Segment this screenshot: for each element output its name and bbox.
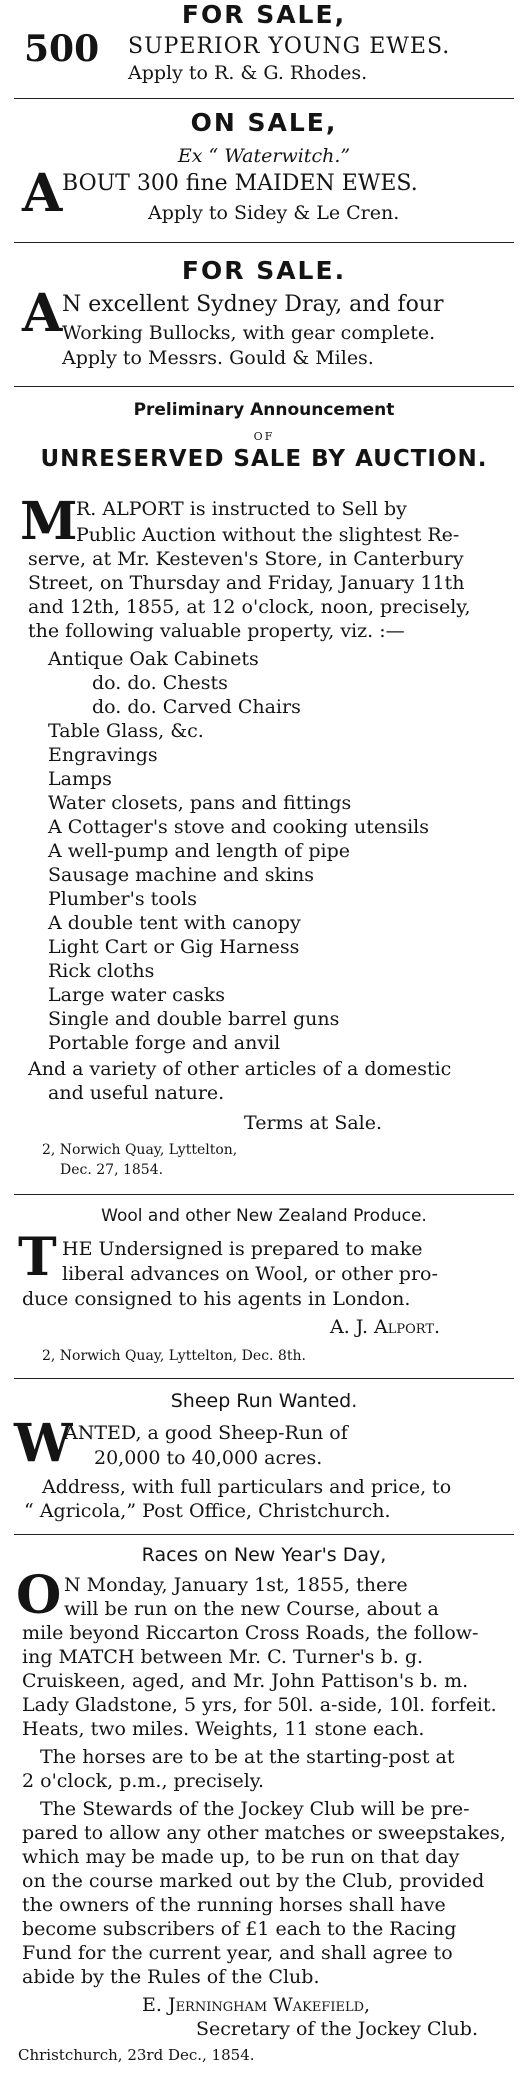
ad1-number: 500: [24, 28, 100, 70]
ad3-line1: N excellent Sydney Dray, and four: [62, 292, 444, 317]
divider: [14, 242, 514, 243]
ad7-para3-7: abide by the Rules of the Club.: [22, 1966, 320, 1988]
ad4-intro-0: R. ALPORT is instructed to Sell by: [76, 498, 407, 520]
ad4-heading: UNRESERVED SALE BY AUCTION.: [40, 446, 488, 472]
divider: [14, 1194, 514, 1195]
ad5-signature: A. J. Alport.: [330, 1316, 441, 1338]
ad2-dropcap: A: [22, 163, 63, 224]
ad1-line1: SUPERIOR YOUNG EWES.: [128, 34, 451, 59]
list-item: Rick cloths: [48, 960, 155, 982]
divider: [14, 1534, 514, 1535]
ad2-line1: BOUT 300 fine MAIDEN EWES.: [62, 171, 418, 196]
ad7-para3-4: the owners of the running horses shall have: [22, 1894, 446, 1916]
list-item: Table Glass, &c.: [48, 720, 204, 742]
ad2-subheading: Ex “ Waterwitch.”: [177, 145, 351, 167]
ad5-line-0: HE Undersigned is prepared to make: [62, 1238, 423, 1260]
list-item: do. do. Carved Chairs: [92, 696, 301, 718]
ad7-line-6: Heats, two miles. Weights, 11 stone each.: [22, 1718, 425, 1740]
list-item: A Cottager's stove and cooking utensils: [48, 816, 430, 838]
list-item: Lamps: [48, 768, 112, 790]
ad1-heading: FOR SALE,: [181, 0, 347, 29]
ad7-para3-0: The Stewards of the Jockey Club will be pre-: [40, 1798, 470, 1820]
ad6-line4: “ Agricola,” Post Office, Christchurch.: [24, 1500, 391, 1522]
ad7-para3-5: become subscribers of £1 each to the Racing: [22, 1918, 457, 1940]
list-item: Water closets, pans and fittings: [48, 792, 352, 814]
list-item: Plumber's tools: [48, 888, 197, 910]
ad7-title: Secretary of the Jockey Club.: [196, 2018, 478, 2040]
ad4-variety-2: and useful nature.: [48, 1082, 225, 1104]
list-item: Large water casks: [48, 984, 226, 1006]
list-item: do. do. Chests: [92, 672, 228, 694]
ad4-terms: Terms at Sale.: [244, 1112, 383, 1134]
ad7-line-0: N Monday, January 1st, 1855, there: [64, 1574, 408, 1596]
ad5-address: 2, Norwich Quay, Lyttelton, Dec. 8th.: [42, 1348, 306, 1364]
ad4-intro-2: serve, at Mr. Kesteven's Store, in Canterbury: [28, 548, 464, 570]
ad4-pre: Preliminary Announcement: [133, 400, 395, 420]
ad7-line-3: ing MATCH between Mr. C. Turner's b. g.: [22, 1646, 424, 1668]
ad4-of: OF: [253, 430, 275, 443]
ad4-intro-3: Street, on Thursday and Friday, January 11th: [28, 572, 465, 594]
list-item: Engravings: [48, 744, 158, 766]
ad6-dropcap: W: [14, 1413, 73, 1474]
ad4-dropcap: M: [20, 491, 78, 552]
ad7-line-5: Lady Gladstone, 5 yrs, for 50l. a-side, 10l. forfeit.: [22, 1694, 497, 1716]
ad5-heading: Wool and other New Zealand Produce.: [101, 1206, 427, 1226]
ad3-heading: FOR SALE.: [181, 256, 347, 285]
ad5-dropcap: T: [18, 1227, 57, 1288]
ad6-line1: ANTED, a good Sheep-Run of: [64, 1422, 348, 1444]
ad7-heading: Races on New Year's Day,: [141, 1544, 387, 1566]
ad4-intro-5: the following valuable property, viz. :—: [28, 620, 405, 642]
ad4-intro-4: and 12th, 1855, at 12 o'clock, noon, precisely,: [28, 596, 471, 618]
ad3-line2: Working Bullocks, with gear complete.: [62, 322, 436, 344]
ad7-para2-1: 2 o'clock, p.m., precisely.: [22, 1770, 265, 1792]
ad7-para3-6: Fund for the current year, and shall agree to: [22, 1942, 453, 1964]
ad5-line-2: duce consigned to his agents in London.: [22, 1288, 411, 1310]
list-item: Light Cart or Gig Harness: [48, 936, 300, 958]
ad2-heading: ON SALE,: [190, 108, 338, 137]
ad6-line2: 20,000 to 40,000 acres.: [94, 1447, 323, 1469]
ad4-intro-1: Public Auction without the slightest Re-: [76, 524, 460, 546]
ad2-line2: Apply to Sidey & Le Cren.: [148, 202, 400, 224]
list-item: Sausage machine and skins: [48, 864, 315, 886]
ad4-address-2: Dec. 27, 1854.: [60, 1162, 164, 1178]
ad3-dropcap: A: [22, 283, 63, 344]
list-item: Portable forge and anvil: [48, 1032, 281, 1054]
list-item: A double tent with canopy: [48, 912, 301, 934]
list-item: Antique Oak Cabinets: [48, 648, 259, 670]
ad7-para3-3: on the course marked out by the Club, provided: [22, 1870, 485, 1892]
ad6-heading: Sheep Run Wanted.: [170, 1390, 358, 1412]
divider: [14, 98, 514, 99]
list-item: Single and double barrel guns: [48, 1008, 340, 1030]
divider: [14, 386, 514, 387]
ad7-para3-1: pared to allow any other matches or sweepstakes,: [22, 1822, 506, 1844]
ad7-line-1: will be run on the new Course, about a: [64, 1598, 439, 1620]
ad4-variety-1: And a variety of other articles of a domestic: [28, 1058, 452, 1080]
ad7-para2-0: The horses are to be at the starting-post at: [40, 1746, 455, 1768]
ad6-line3: Address, with full particulars and price, to: [42, 1476, 452, 1498]
ad1-line2: Apply to R. & G. Rhodes.: [128, 62, 368, 84]
ad7-para3-2: which may be made up, to be run on that day: [22, 1846, 460, 1868]
ad7-dropcap: O: [16, 1565, 62, 1626]
ad7-line-2: mile beyond Riccarton Cross Roads, the follow-: [22, 1622, 479, 1644]
ad7-line-4: Cruiskeen, aged, and Mr. John Pattison's b. m.: [22, 1670, 469, 1692]
ad5-line-1: liberal advances on Wool, or other pro-: [62, 1263, 438, 1285]
ad3-line3: Apply to Messrs. Gould & Miles.: [62, 347, 374, 369]
ad7-dateline: Christchurch, 23rd Dec., 1854.: [18, 2046, 255, 2064]
divider: [14, 1378, 514, 1379]
ad7-signature: E. Jerningham Wakefield,: [142, 1994, 371, 2016]
ad4-address-1: 2, Norwich Quay, Lyttelton,: [42, 1142, 238, 1158]
list-item: A well-pump and length of pipe: [48, 840, 351, 862]
